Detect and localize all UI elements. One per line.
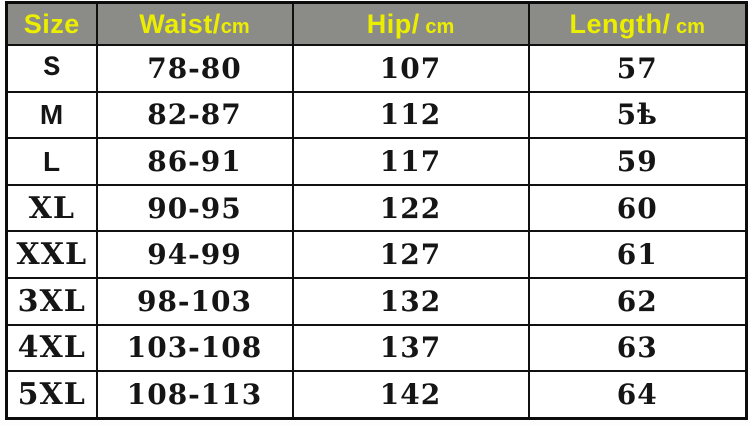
cell-waist: 86-91	[97, 138, 293, 185]
cell-size: 3XL	[7, 278, 97, 325]
cell-size: 4XL	[7, 325, 97, 372]
cell-length: 63	[529, 325, 747, 372]
table-row-xl	[7, 185, 747, 232]
header-waist-label: Waist/	[139, 8, 221, 39]
header-waist-unit: cm	[220, 15, 250, 38]
cell-size: XL	[7, 185, 97, 232]
header-hip-unit: cm	[419, 15, 455, 38]
cell-length: 61	[529, 231, 747, 278]
cell-length: 62	[529, 278, 747, 325]
cell-hip: 132	[293, 278, 529, 325]
cell-waist: 98-103	[97, 278, 293, 325]
header-waist	[97, 3, 293, 46]
table-row-s	[7, 45, 747, 92]
header-length-unit: cm	[670, 15, 705, 38]
cell-size: XXL	[7, 231, 97, 278]
cell-waist: 103-108	[97, 325, 293, 372]
header-size-label: Size	[23, 8, 80, 39]
table-header	[7, 3, 747, 46]
cell-waist: 82-87	[97, 92, 293, 139]
cell-waist: 94-99	[97, 231, 293, 278]
cell-size: L	[7, 138, 97, 185]
cell-waist: 78-80	[97, 45, 293, 92]
cell-length: 57	[529, 45, 747, 92]
header-hip-label: Hip/	[366, 8, 420, 39]
cell-hip: 122	[293, 185, 529, 232]
header-row	[7, 3, 747, 46]
cell-size: 5XL	[7, 371, 97, 418]
header-hip	[293, 3, 529, 46]
cell-length: 59	[529, 138, 747, 185]
cell-hip: 117	[293, 138, 529, 185]
cell-waist: 108-113	[97, 371, 293, 418]
cell-hip: 107	[293, 45, 529, 92]
cell-size: S	[7, 45, 97, 92]
table-body	[7, 45, 747, 419]
size-chart-table	[5, 1, 748, 420]
cell-size: M	[7, 92, 97, 139]
header-length-label: Length/	[569, 8, 671, 39]
cell-waist: 90-95	[97, 185, 293, 232]
cell-hip: 112	[293, 92, 529, 139]
cell-hip: 137	[293, 325, 529, 372]
cell-hip: 127	[293, 231, 529, 278]
table-row-xxl	[7, 231, 747, 278]
cell-hip: 142	[293, 371, 529, 418]
cell-length: 60	[529, 185, 747, 232]
cell-length: 5ѣ	[529, 92, 747, 139]
table-row-3xl	[7, 278, 747, 325]
table-row-m	[7, 92, 747, 139]
table-row-l	[7, 138, 747, 185]
cell-length: 64	[529, 371, 747, 418]
table-row-5xl	[7, 371, 747, 418]
header-size	[7, 3, 97, 46]
table-row-4xl	[7, 325, 747, 372]
header-length	[529, 3, 747, 46]
